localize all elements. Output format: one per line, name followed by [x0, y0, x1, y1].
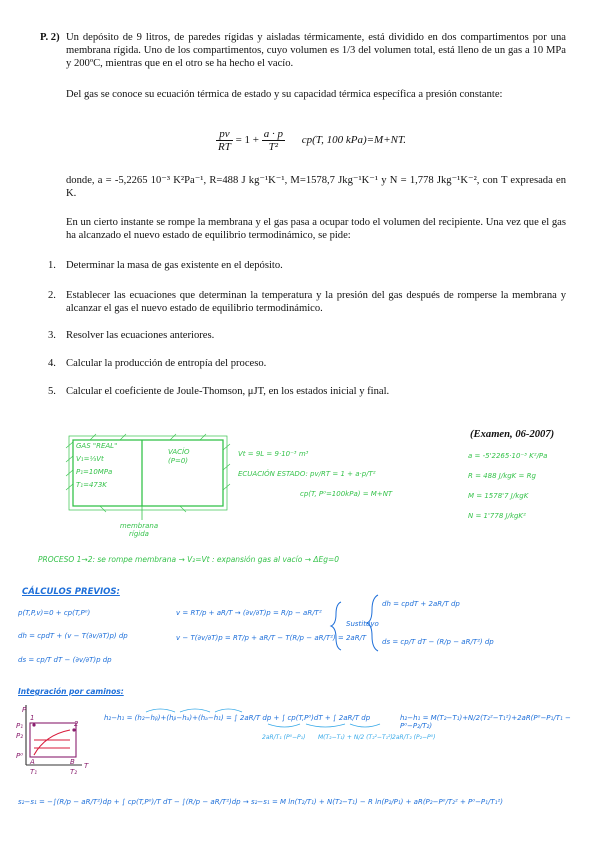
constants: donde, a = -5,2265 10⁻³ K²Pa⁻¹, R=488 J kg⁻¹K⁻¹, M=1578,7 Jkg⁻¹K⁻¹ y N = 1,778 Jkg⁻¹K⁻², con T expresada en K. [66, 175, 566, 199]
pv-t1: T₁ [30, 768, 38, 776]
equation-lhs: $\frac{pv}{RT}$ [218, 128, 231, 153]
hw-a-value: a = -5'2265·10⁻³ K²/Pa [468, 452, 548, 460]
hw-int-sub2: M(T₂−T₁) + N/2 (T₂²−T₁²) [318, 734, 393, 741]
hw-t1: T₁=473K [76, 481, 107, 489]
question-3: 3. Resolver las ecuaciones anteriores. [48, 330, 215, 341]
hw-n-value: N = 1'778 J/kgK² [468, 512, 526, 520]
gas-info: Del gas se conoce su ecuación térmica de estado y su capacidad térmica específica a presión constante: [66, 89, 503, 100]
hw-v1: V₁=⅓Vt [76, 455, 104, 463]
problem-label: P. 2) [40, 32, 60, 43]
pv-p2: P₂ [16, 732, 24, 740]
hw-calc-title: CÁLCULOS PREVIOS: [22, 587, 120, 597]
pv-p0: P⁰ [16, 752, 24, 760]
pv-axis-p: P [22, 706, 27, 714]
hw-calc-mid1: v = RT/p + aR/T → (∂v/∂T)p = R/p − aR/T² [176, 609, 322, 617]
hw-entropy-equation: s₂−s₁ = −∫(R/p − aR/T²)dp + ∫ cp(T,P⁰)/T dT − ∫(R/p − aR/T²)dp → s₂−s₁ = M ln(T₂/T₁) + N(T₂−T₁) − R ln(P₂/P₁) + aR(P₂−P⁰/T₂² + P⁰−P₁/T₁²) [18, 798, 503, 806]
hw-process-note: PROCESO 1→2: se rompe membrana → V₂=Vt : expansión gas al vacío → ΔEg=0 [38, 555, 340, 564]
hw-state-eq: ECUACIÓN ESTADO: pv/RT = 1 + a·p/T² [238, 470, 376, 478]
hw-cp-eq: cp(T, P⁰=100kPa) = M+NT [300, 490, 393, 498]
hw-p1: P₁=10MPa [76, 468, 113, 476]
hw-enthalpy-result: h₂−h₁ = M(T₂−T₁)+N/2(T₂²−T₁²)+2aR(P⁰−P₁/T₁ − P⁰−P₂/T₂) [400, 714, 571, 730]
process-description: En un cierto instante se rompe la membrana y el gas pasa a ocupar todo el volumen del recipiente. Una vez que el gas ha alcanzado el nuevo estado de equilibrio termodinámico, se pide: [66, 217, 566, 241]
pv-state-1: 1 [30, 714, 35, 722]
hw-int-sub3: 2aR/T₂ (P₂−P⁰) [392, 734, 436, 741]
question-5: 5. Calcular el coeficiente de Joule-Thomson, μJT, en los estados inicial y final. [48, 386, 390, 397]
hw-m-value: M = 1578'7 J/kgK [468, 492, 529, 500]
hw-gas-real: GAS "REAL" [76, 442, 118, 450]
hw-integration-title: Integración por caminos: [18, 687, 124, 696]
hw-vacuum-p0: (P=0) [168, 457, 189, 465]
question-4: 4. Calcular la producción de entropía del proceso. [48, 358, 267, 369]
cp-equation: cp(T, 100 kPa)=M+NT. [301, 134, 407, 147]
hw-vacuum: VACÍO [168, 448, 190, 456]
hw-substitute: Sustituyo [346, 620, 379, 628]
hw-calc-mid2: v − T(∂v/∂T)p = RT/p + aR/T − T(R/p − aR/T²) = 2aR/T [176, 634, 367, 642]
hw-calc-line3: ds = cp/T dT − (∂v/∂T)p dp [18, 656, 112, 664]
hw-int-sub1: 2aR/T₁ (P⁰−P₁) [262, 734, 306, 741]
problem-intro: Un depósito de 9 litros, de paredes rígidas y aisladas térmicamente, está dividido en dos compartimentos por una membrana rígida. Uno de los compartimentos, cuyo volumen es 1/3 del volumen total, está lleno de un gas a 10 MPa y 200ºC, mientras que en el otro se ha hecho el vacío. [66, 32, 566, 69]
equation-rhs: $\frac{a \cdot p}{\text{T²}}$ [263, 128, 284, 153]
hw-calc-line2: dh = cpdT + (v − T(∂v/∂T)p) dp [18, 632, 128, 640]
pv-axis-t: T [84, 762, 89, 770]
hw-membrane: membrana rígida [119, 522, 159, 538]
pv-t2: T₂ [70, 768, 78, 776]
pv-state-b: B [70, 758, 75, 766]
pv-p1: P₁ [16, 722, 24, 730]
hw-dh-result: dh = cpdT + 2aR/T dp [382, 600, 460, 608]
question-1: 1. Determinar la masa de gas existente en el depósito. [48, 260, 283, 271]
hw-enthalpy-integral: h₂−h₁ = (h₂−hᵦ)+(hᵦ−hₐ)+(hₐ−h₁) = ∫ 2aR/T dp + ∫ cp(T,P⁰)dT + ∫ 2aR/T dp [104, 714, 371, 722]
hw-ds-result: ds = cp/T dT − (R/p − aR/T²) dp [382, 638, 494, 646]
equation-mid: = 1 + [235, 134, 260, 147]
hw-r-value: R = 488 J/kgK = Rg [468, 472, 536, 480]
hw-calc-line1: p(T,P,v)=0 + cp(T,P⁰) [18, 609, 91, 617]
pv-state-a: A [30, 758, 35, 766]
pv-state-2: 2 [74, 720, 79, 728]
hw-vt: Vt = 9L = 9·10⁻³ m³ [238, 450, 309, 458]
question-2: 2. Establecer las ecuaciones que determinan la temperatura y la presión del gas después de romperse la membrana y alcanzar el gas el nuevo estado de equilibrio termodinámico. [48, 290, 566, 314]
exam-tag: (Examen, 06-2007) [470, 429, 555, 440]
